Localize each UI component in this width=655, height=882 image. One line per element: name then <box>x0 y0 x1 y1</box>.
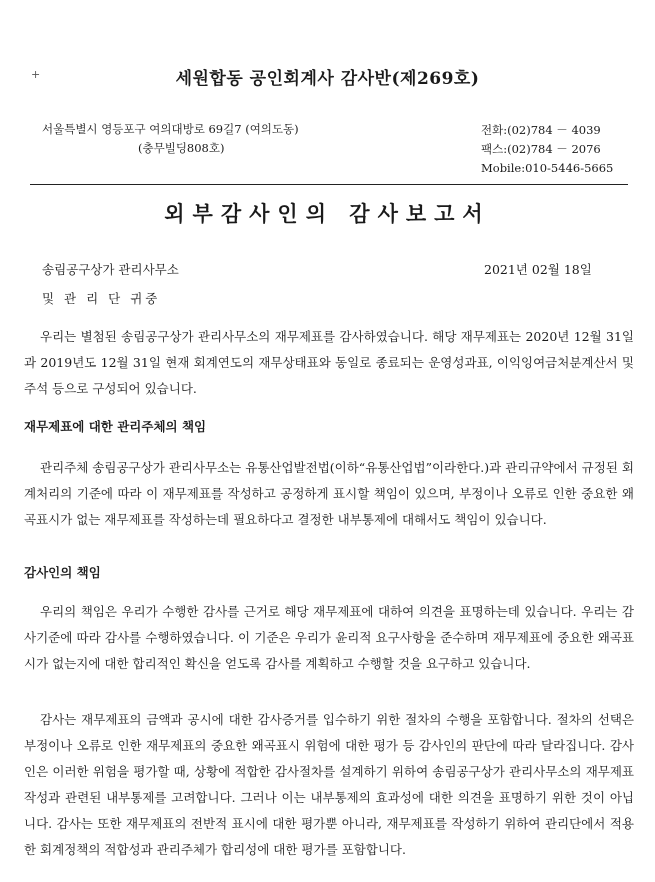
report-title: 외부감사인의 감사보고서 <box>164 201 491 226</box>
firm-name: 세원합동 공인회계사 감사반(제269호) <box>175 69 480 89</box>
addressee: 송림공구상가 관리사무소 <box>42 262 179 277</box>
address-line-2: (충무빌딩808호) <box>138 141 225 155</box>
phone-number: 전화:(02)784 － 4039 <box>481 123 601 137</box>
auditor-responsibility-text-1: 우리의 책임은 우리가 수행한 감사를 근거로 해당 재무제표에 대하여 의견을 표명하는데 있습니다. 우리는 감사기준에 따라 감사를 수행하였습니다. 이 기준은 우리가 윤리적 요구사항을 준수하며 재무제표에 중요한 왜곡표시가 없는지에 대한 합리적인 확신을 얻도록 감사를 계획하고 수행할 것을 요구하고 있습니다. <box>24 604 634 671</box>
auditor-responsibility-paragraph-1 <box>24 599 634 677</box>
management-responsibility-paragraph <box>24 455 634 533</box>
contact-info <box>481 121 631 178</box>
section-heading-auditor: 감사인의 책임 <box>24 565 101 580</box>
corner-mark: + <box>31 68 41 81</box>
auditor-responsibility-text-2: 감사는 재무제표의 금액과 공시에 대한 감사증거를 입수하기 위한 절차의 수행을 포함합니다. 절차의 선택은 부정이나 오류로 인한 재무제표의 중요한 왜곡표시 위험에 대한 평가 등 감사인의 판단에 따라 달라집니다. 감사인은 이러한 위험을 평가할 때, 상황에 적합한 감사절차를 설계하기 위하여 송림공구상가 관리사무소의 재무제표 작성과 관련된 내부통제를 고려합니다. 그러나 이는 내부통제의 효과성에 대한 의견을 표명하기 위한 것이 아닙니다. 감사는 또한 재무제표의 전반적 표시에 대한 평가뿐 아니라, 재무제표를 작성하기 위하여 관리단에서 적용한 회계정책의 적합성과 관리주체가 합리성에 대한 평가를 포함합니다. <box>24 712 634 857</box>
management-responsibility-text: 관리주체 송림공구상가 관리사무소는 유통산업발전법(이하“유통산업법”이라한다.)과 관리규약에서 규정된 회계처리의 기준에 따라 이 재무제표를 작성하고 공정하게 표시할 책임이 있으며, 부정이나 오류로 인한 중요한 왜곡표시가 없는 재무제표를 작성하는데 필요하다고 결정한 내부통제에 대해서도 책임이 있습니다. <box>24 460 634 527</box>
address-line-1: 서울특별시 영등포구 여의대방로 69길7 (여의도동) <box>42 122 299 136</box>
intro-paragraph <box>24 324 634 402</box>
intro-paragraph-text: 우리는 별첨된 송림공구상가 관리사무소의 재무제표를 감사하였습니다. 해당 재무제표는 2020년 12월 31일과 2019년도 12월 31일 현재 회계연도의 재무상태표와 동일로 종료되는 운영성과표, 이익잉여금처분계산서 및 주석 등으로 구성되어 있습니다. <box>24 329 634 396</box>
fax-number: 팩스:(02)784 － 2076 <box>481 142 601 156</box>
section-heading-management: 재무제표에 대한 관리주체의 책임 <box>24 419 207 434</box>
salutation: 및 관 리 단 귀중 <box>42 291 161 306</box>
auditor-responsibility-paragraph-2 <box>24 707 634 863</box>
mobile-number: Mobile:010-5446-5665 <box>481 161 614 175</box>
report-date: 2021년 02월 18일 <box>484 262 592 277</box>
header-divider <box>30 184 628 185</box>
